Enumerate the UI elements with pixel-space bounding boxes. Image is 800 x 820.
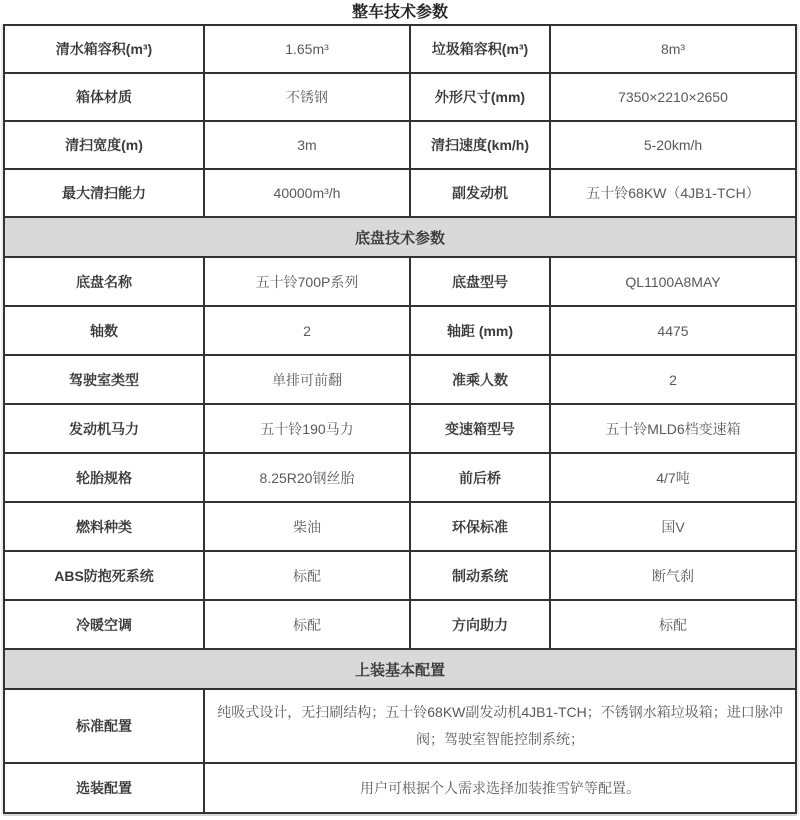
spec-label: 副发动机 bbox=[410, 169, 550, 217]
spec-label: 清水箱容积(m³) bbox=[4, 25, 204, 73]
section-header-upfit: 上装基本配置 bbox=[4, 649, 796, 689]
spec-label: 轴数 bbox=[4, 306, 204, 355]
spec-value: 5-20km/h bbox=[550, 121, 796, 169]
spec-label: 垃圾箱容积(m³) bbox=[410, 25, 550, 73]
spec-value: 断气刹 bbox=[550, 551, 796, 600]
spec-value: 用户可根据个人需求选择加装推雪铲等配置。 bbox=[204, 763, 796, 813]
section-header-chassis: 底盘技术参数 bbox=[4, 217, 796, 257]
table-row bbox=[4, 306, 796, 355]
spec-value: 五十铃MLD6档变速箱 bbox=[550, 404, 796, 453]
table-row bbox=[4, 121, 796, 169]
spec-label: 环保标准 bbox=[410, 502, 550, 551]
spec-label: 准乘人数 bbox=[410, 355, 550, 404]
spec-label: 清扫宽度(m) bbox=[4, 121, 204, 169]
table-row bbox=[4, 257, 796, 306]
spec-value: 8.25R20钢丝胎 bbox=[204, 453, 410, 502]
spec-value: 标配 bbox=[550, 600, 796, 649]
spec-value: 4/7吨 bbox=[550, 453, 796, 502]
table-row bbox=[4, 404, 796, 453]
spec-label: 清扫速度(km/h) bbox=[410, 121, 550, 169]
spec-value: 不锈钢 bbox=[204, 73, 410, 121]
spec-value: 3m bbox=[204, 121, 410, 169]
table-row bbox=[4, 453, 796, 502]
spec-value: 国V bbox=[550, 502, 796, 551]
table-row bbox=[4, 502, 796, 551]
spec-label: 选装配置 bbox=[4, 763, 204, 813]
spec-label: 最大清扫能力 bbox=[4, 169, 204, 217]
spec-label: 变速箱型号 bbox=[410, 404, 550, 453]
spec-label: 冷暖空调 bbox=[4, 600, 204, 649]
spec-label: 驾驶室类型 bbox=[4, 355, 204, 404]
spec-value: 4475 bbox=[550, 306, 796, 355]
spec-value: 五十铃190马力 bbox=[204, 404, 410, 453]
spec-label: 方向助力 bbox=[410, 600, 550, 649]
spec-label: 轮胎规格 bbox=[4, 453, 204, 502]
spec-label: 发动机马力 bbox=[4, 404, 204, 453]
table-row bbox=[4, 355, 796, 404]
spec-label: 标准配置 bbox=[4, 689, 204, 763]
spec-table bbox=[3, 24, 797, 814]
spec-label: 外形尺寸(mm) bbox=[410, 73, 550, 121]
spec-value: QL1100A8MAY bbox=[550, 257, 796, 306]
spec-value: 2 bbox=[550, 355, 796, 404]
spec-label: 前后桥 bbox=[410, 453, 550, 502]
spec-value: 柴油 bbox=[204, 502, 410, 551]
table-row bbox=[4, 763, 796, 813]
spec-value: 标配 bbox=[204, 551, 410, 600]
section-header-row bbox=[4, 217, 796, 257]
spec-value: 纯吸式设计，无扫刷结构；五十铃68KW副发动机4JB1-TCH；不锈钢水箱垃圾箱；进口脉冲阀；驾驶室智能控制系统； bbox=[204, 689, 796, 763]
spec-value: 五十铃68KW（4JB1-TCH） bbox=[550, 169, 796, 217]
spec-label: 箱体材质 bbox=[4, 73, 204, 121]
spec-value: 7350×2210×2650 bbox=[550, 73, 796, 121]
spec-value: 8m³ bbox=[550, 25, 796, 73]
spec-label: 制动系统 bbox=[410, 551, 550, 600]
table-row bbox=[4, 73, 796, 121]
table-row bbox=[4, 551, 796, 600]
spec-label: 底盘型号 bbox=[410, 257, 550, 306]
table-title: 整车技术参数 bbox=[351, 4, 448, 21]
spec-value: 五十铃700P系列 bbox=[204, 257, 410, 306]
section-header-row bbox=[4, 649, 796, 689]
table-row bbox=[4, 600, 796, 649]
table-row bbox=[4, 169, 796, 217]
spec-label: 底盘名称 bbox=[4, 257, 204, 306]
spec-value: 单排可前翻 bbox=[204, 355, 410, 404]
spec-value: 1.65m³ bbox=[204, 25, 410, 73]
spec-label: 轴距 (mm) bbox=[410, 306, 550, 355]
table-row bbox=[4, 689, 796, 763]
spec-value: 2 bbox=[204, 306, 410, 355]
spec-value: 标配 bbox=[204, 600, 410, 649]
spec-label: 燃料种类 bbox=[4, 502, 204, 551]
spec-value: 40000m³/h bbox=[204, 169, 410, 217]
spec-label: ABS防抱死系统 bbox=[4, 551, 204, 600]
table-row bbox=[4, 25, 796, 73]
